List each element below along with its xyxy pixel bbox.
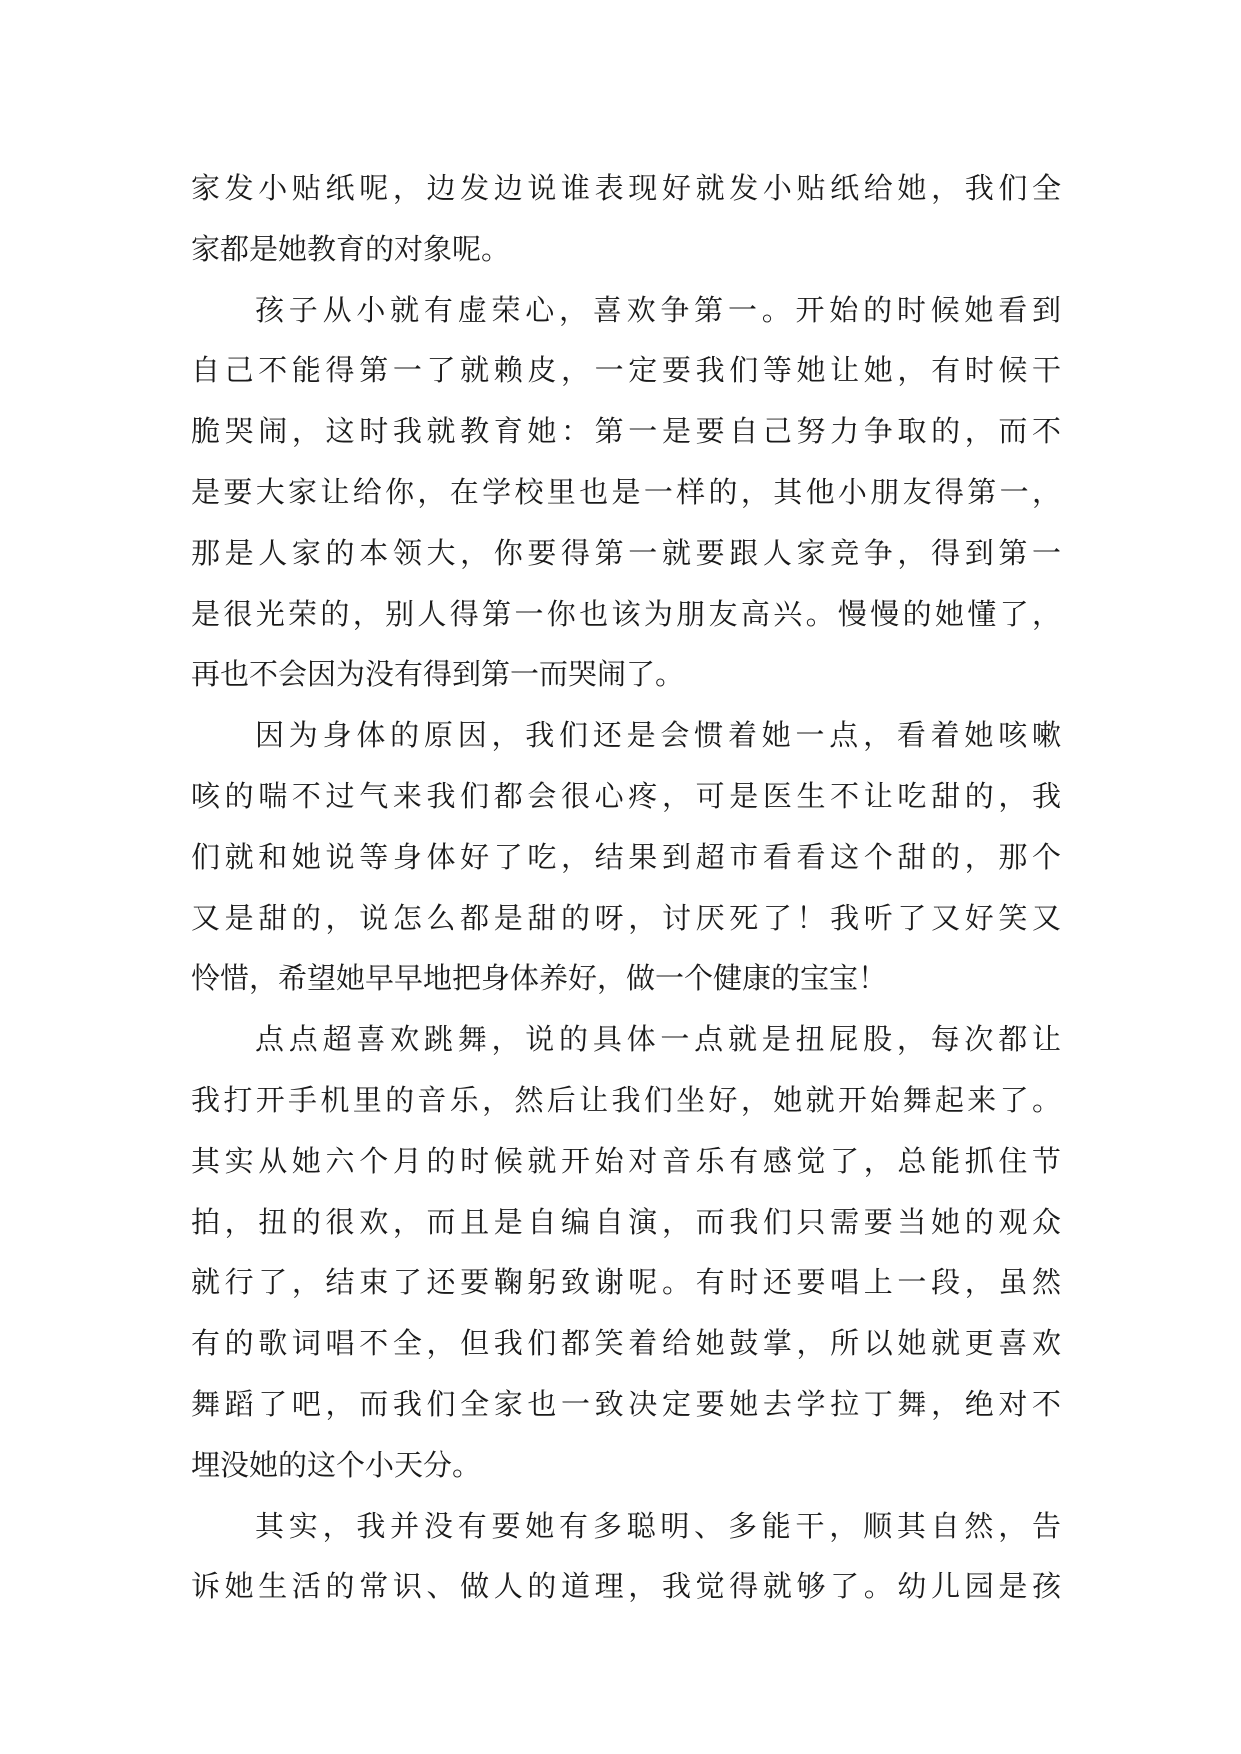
text-line: 孩子从小就有虚荣心，喜欢争第一。开始的时候她看到 bbox=[255, 292, 1061, 327]
text-line: 我打开手机里的音乐，然后让我们坐好，她就开始舞起来了。 bbox=[191, 1082, 1061, 1117]
text-line: 是很光荣的，别人得第一你也该为朋友高兴。慢慢的她懂了， bbox=[191, 596, 1061, 631]
body-text bbox=[191, 158, 1061, 1617]
text-line: 因为身体的原因，我们还是会惯着她一点，看着她咳嗽 bbox=[255, 718, 1061, 753]
text-line: 是要大家让给你，在学校里也是一样的，其他小朋友得第一， bbox=[191, 474, 1061, 509]
text-line: 点点超喜欢跳舞，说的具体一点就是扭屁股，每次都让 bbox=[255, 1022, 1061, 1057]
text-line: 有的歌词唱不全，但我们都笑着给她鼓掌，所以她就更喜欢 bbox=[191, 1326, 1061, 1361]
text-line: 舞蹈了吧，而我们全家也一致决定要她去学拉丁舞，绝对不 bbox=[191, 1386, 1061, 1421]
text-line: 埋没她的这个小天分。 bbox=[191, 1447, 482, 1482]
text-line: 脆哭闹，这时我就教育她：第一是要自己努力争取的，而不 bbox=[191, 414, 1061, 449]
text-line: 们就和她说等身体好了吃，结果到超市看看这个甜的，那个 bbox=[191, 839, 1061, 874]
text-line: 其实从她六个月的时候就开始对音乐有感觉了，总能抓住节 bbox=[191, 1143, 1061, 1178]
text-line: 再也不会因为没有得到第一而哭闹了。 bbox=[191, 657, 685, 692]
text-line: 那是人家的本领大，你要得第一就要跟人家竞争，得到第一 bbox=[191, 535, 1061, 570]
text-line: 诉她生活的常识、做人的道理，我觉得就够了。幼儿园是孩 bbox=[191, 1569, 1061, 1604]
text-line: 又是甜的，说怎么都是甜的呀，讨厌死了！我听了又好笑又 bbox=[191, 900, 1061, 935]
text-line: 自己不能得第一了就赖皮，一定要我们等她让她，有时候干 bbox=[191, 353, 1061, 388]
text-line: 家发小贴纸呢，边发边说谁表现好就发小贴纸给她，我们全 bbox=[191, 171, 1061, 205]
text-line: 就行了，结束了还要鞠躬致谢呢。有时还要唱上一段，虽然 bbox=[191, 1265, 1061, 1300]
text-line: 咳的喘不过气来我们都会很心疼，可是医生不让吃甜的，我 bbox=[191, 778, 1061, 813]
text-line: 怜惜，希望她早早地把身体养好，做一个健康的宝宝！ bbox=[191, 961, 888, 996]
text-line: 拍，扭的很欢，而且是自编自演，而我们只需要当她的观众 bbox=[191, 1204, 1061, 1239]
text-line: 家都是她教育的对象呢。 bbox=[191, 231, 511, 266]
text-line: 其实，我并没有要她有多聪明、多能干，顺其自然，告 bbox=[255, 1508, 1061, 1543]
